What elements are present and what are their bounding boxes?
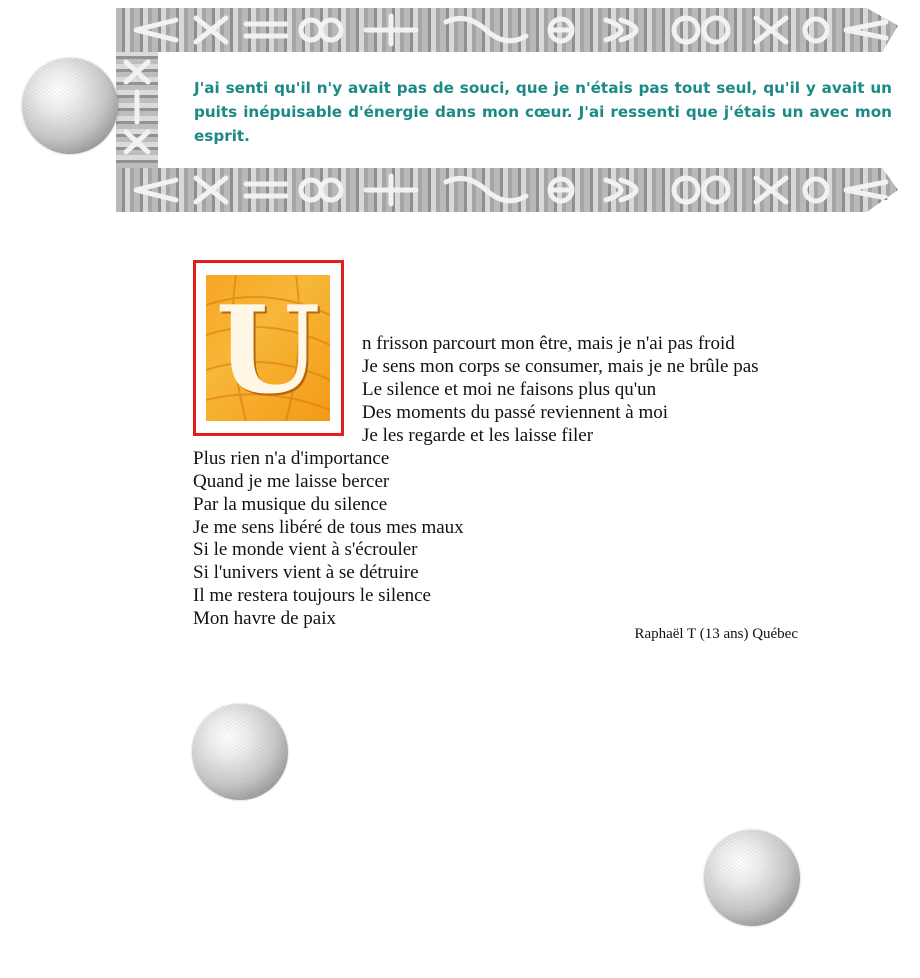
poem-line: Par la musique du silence (193, 494, 388, 515)
poem-line: Plus rien n'a d'importance (193, 448, 390, 469)
poem-line: Je les regarde et les laisse filer (362, 425, 594, 446)
poem-line: Je sens mon corps se consumer, mais je ne brûle pas (362, 356, 759, 377)
poem-line: n frisson parcourt mon être, mais je n'ai pas froid (362, 333, 735, 354)
drop-cap-illustration (206, 275, 330, 421)
drop-cap-frame (193, 260, 344, 436)
poem-line: Je me sens libéré de tous mes maux (193, 517, 464, 538)
drop-cap-letter: U (215, 280, 321, 421)
quote-text: J'ai senti qu'il n'y avait pas de souci, que je n'étais pas tout seul, qu'il y avait un puits inépuisable d'énergie dans mon cœur. J'ai ressenti que j'étais un avec mon esprit. (194, 79, 892, 145)
decorative-bottom-band (116, 168, 898, 212)
quote-box (160, 52, 898, 168)
decorative-side-band (116, 52, 158, 168)
poem-line: Quand je me laisse bercer (193, 471, 390, 492)
poem-line: Si le monde vient à s'écrouler (193, 539, 418, 560)
poem-line: Le silence et moi ne faisons plus qu'un (362, 379, 657, 400)
poem-line: Il me restera toujours le silence (193, 585, 431, 606)
sphere-decoration-top (22, 58, 118, 154)
poem-author: Raphaël T (13 ans) Québec (634, 626, 798, 642)
sphere-decoration-middle (192, 704, 288, 800)
quote-banner (116, 8, 898, 212)
poem-line: Des moments du passé reviennent à moi (362, 402, 669, 423)
sphere-decoration-bottom (704, 830, 800, 926)
poem-line: Mon havre de paix (193, 608, 336, 629)
decorative-top-band (116, 8, 898, 52)
poem-line: Si l'univers vient à se détruire (193, 562, 419, 583)
